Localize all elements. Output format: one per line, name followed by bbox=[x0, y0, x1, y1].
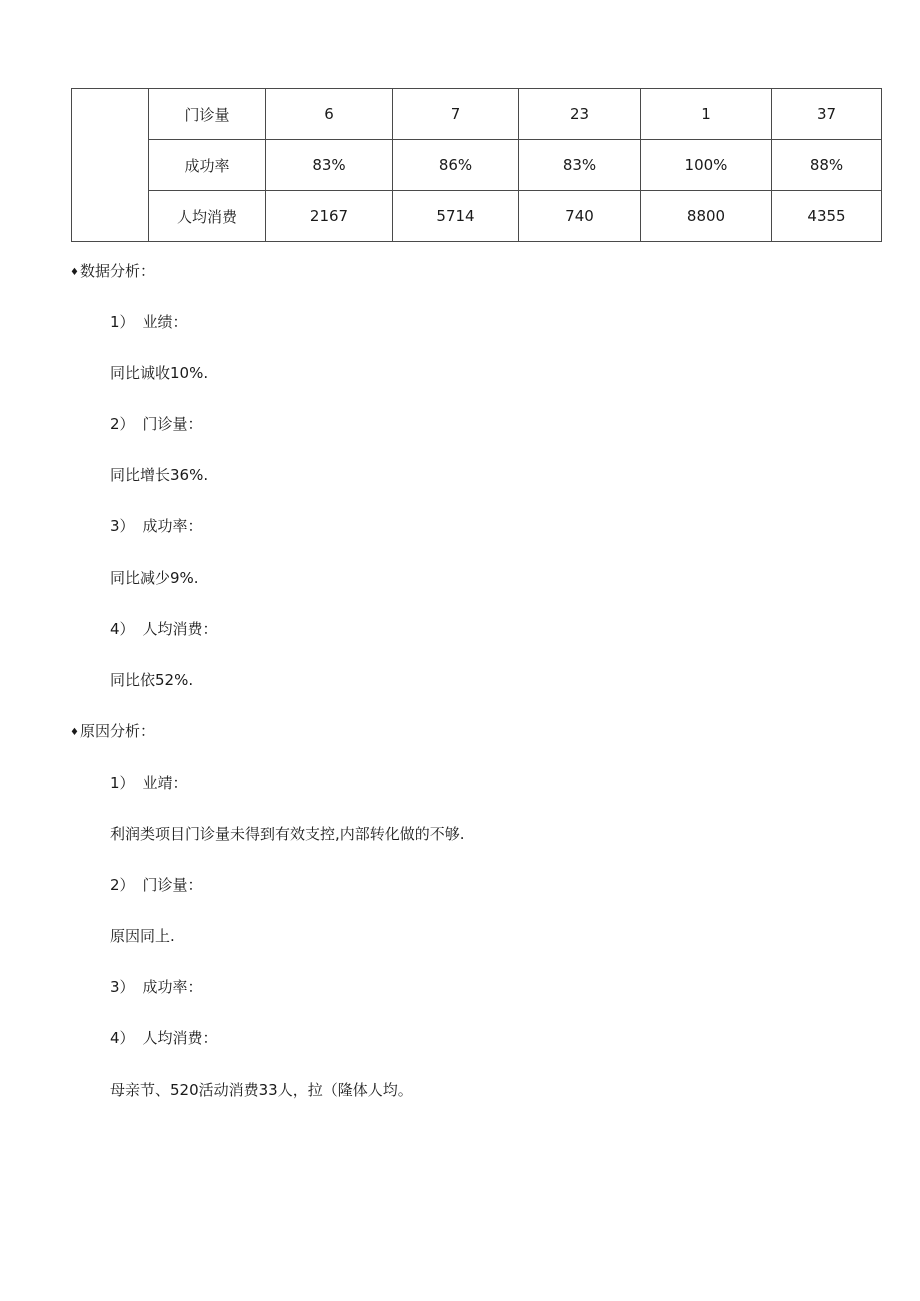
cause-item-2-title: 2） 门诊量： bbox=[110, 876, 203, 894]
table-cell: 7 bbox=[393, 89, 519, 140]
data-item-1-title: 1） 业绩： bbox=[110, 313, 188, 331]
table-cell: 5714 bbox=[393, 191, 519, 242]
data-item-4-title: 4） 人均消费： bbox=[110, 620, 218, 638]
data-item-2-text: 同比增长36%. bbox=[110, 466, 209, 484]
cause-item-1-text: 利润类项目门诊量未得到有效支控,内部转化做的不够. bbox=[110, 825, 465, 843]
cause-analysis-heading: ♦原因分析： bbox=[70, 721, 155, 743]
table-row-success-rate bbox=[72, 140, 882, 191]
diamond-bullet-icon: ♦ bbox=[70, 727, 79, 738]
table-cell: 23 bbox=[519, 89, 641, 140]
table-cell: 86% bbox=[393, 140, 519, 191]
data-item-4-text: 同比依52%. bbox=[110, 671, 194, 689]
cause-item-1-title: 1） 业靖： bbox=[110, 774, 188, 792]
table-cell: 4355 bbox=[772, 191, 882, 242]
table-cell: 2167 bbox=[266, 191, 393, 242]
cause-item-4-title: 4） 人均消费： bbox=[110, 1029, 218, 1047]
cause-item-3-title: 3） 成功率： bbox=[110, 978, 203, 996]
merged-empty-cell bbox=[72, 89, 149, 242]
data-item-3-text: 同比减少9%. bbox=[110, 569, 199, 587]
table-cell: 8800 bbox=[641, 191, 772, 242]
table-cell: 37 bbox=[772, 89, 882, 140]
table-cell: 100% bbox=[641, 140, 772, 191]
data-item-3-title: 3） 成功率： bbox=[110, 517, 203, 535]
table-cell: 740 bbox=[519, 191, 641, 242]
row-label: 门诊量 bbox=[149, 89, 266, 140]
table-row-visits bbox=[72, 89, 882, 140]
table-cell: 88% bbox=[772, 140, 882, 191]
data-item-2-title: 2） 门诊量： bbox=[110, 415, 203, 433]
cause-item-2-text: 原因同上. bbox=[110, 927, 175, 945]
table-cell: 6 bbox=[266, 89, 393, 140]
statistics-table bbox=[71, 88, 882, 242]
cause-item-4-text: 母亲节、520活动消费33人，拉（隆体人均。 bbox=[110, 1081, 413, 1099]
table-cell: 1 bbox=[641, 89, 772, 140]
diamond-bullet-icon: ♦ bbox=[70, 267, 79, 278]
table-cell: 83% bbox=[266, 140, 393, 191]
data-analysis-heading: ♦数据分析： bbox=[70, 261, 155, 283]
table-cell: 83% bbox=[519, 140, 641, 191]
row-label: 人均消费 bbox=[149, 191, 266, 242]
data-item-1-text: 同比诚收10%. bbox=[110, 364, 209, 382]
row-label: 成功率 bbox=[149, 140, 266, 191]
table-row-avg-spend bbox=[72, 191, 882, 242]
